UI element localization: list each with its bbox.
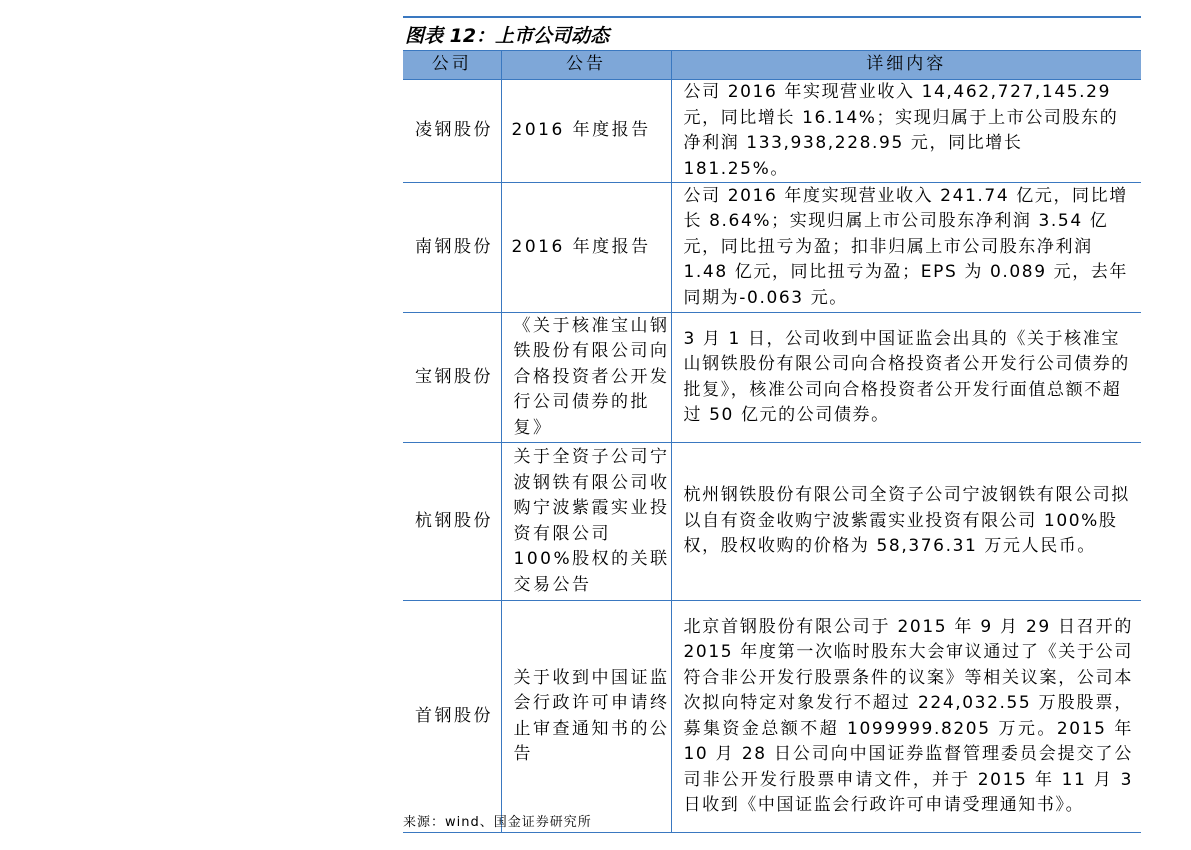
table-row bbox=[403, 443, 1141, 601]
notice-cell: 关于全资子公司宁波钢铁有限公司收购宁波紫霞实业投资有限公司 100%股权的关联交易公告 bbox=[501, 443, 671, 601]
detail-cell: 3 月 1 日，公司收到中国证监会出具的《关于核准宝山钢铁股份有限公司向合格投资者公开发行公司债券的批复》，核准公司向合格投资者公开发行面值总额不超过 50 亿元的公司债券。 bbox=[671, 313, 1141, 443]
table-row bbox=[403, 80, 1141, 183]
table-row bbox=[403, 601, 1141, 833]
company-cell: 宝钢股份 bbox=[403, 313, 501, 443]
company-cell: 凌钢股份 bbox=[403, 80, 501, 183]
notice-cell: 2016 年度报告 bbox=[501, 80, 671, 183]
figure-title-bar bbox=[403, 16, 1141, 50]
notice-cell: 2016 年度报告 bbox=[501, 183, 671, 313]
detail-cell: 公司 2016 年度实现营业收入 241.74 亿元，同比增长 8.64%；实现归属上市公司股东净利润 3.54 亿元，同比扭亏为盈；扣非归属上市公司股东净利润 1.48 亿元，同比扭亏为盈；EPS 为 0.089 元，去年同期为-0.063 元。 bbox=[671, 183, 1141, 313]
figure-title: 图表 12：上市公司动态 bbox=[405, 25, 610, 47]
company-cell: 杭钢股份 bbox=[403, 443, 501, 601]
company-cell: 南钢股份 bbox=[403, 183, 501, 313]
company-cell: 首钢股份 bbox=[403, 601, 501, 833]
source-note: 来源：wind、国金证券研究所 bbox=[403, 815, 592, 830]
company-announcements-table bbox=[403, 50, 1141, 833]
notice-cell: 关于收到中国证监会行政许可申请终止审查通知书的公告 bbox=[501, 601, 671, 833]
detail-cell: 公司 2016 年实现营业收入 14,462,727,145.29 元，同比增长 16.14%；实现归属于上市公司股东的净利润 133,938,228.95 元，同比增长 181.25%。 bbox=[671, 80, 1141, 183]
notice-cell: 《关于核准宝山钢铁股份有限公司向合格投资者公开发行公司债券的批复》 bbox=[501, 313, 671, 443]
table-row bbox=[403, 313, 1141, 443]
detail-cell: 北京首钢股份有限公司于 2015 年 9 月 29 日召开的 2015 年度第一次临时股东大会审议通过了《关于公司符合非公开发行股票条件的议案》等相关议案，公司本次拟向特定对象发行不超过 224,032.55 万股股票，募集资金总额不超 1099999.8205 万元。2015 年 10 月 28 日公司向中国证券监督管理委员会提交了公司非公开发行股票申请文件，并于 2015 年 11 月 3 日收到《中国证监会行政许可申请受理通知书》。 bbox=[671, 601, 1141, 833]
header-company: 公司 bbox=[403, 51, 501, 80]
table-header-row bbox=[403, 51, 1141, 80]
header-detail: 详细内容 bbox=[671, 51, 1141, 80]
table-row bbox=[403, 183, 1141, 313]
detail-cell: 杭州钢铁股份有限公司全资子公司宁波钢铁有限公司拟以自有资金收购宁波紫霞实业投资有限公司 100%股权，股权收购的价格为 58,376.31 万元人民币。 bbox=[671, 443, 1141, 601]
header-notice: 公告 bbox=[501, 51, 671, 80]
